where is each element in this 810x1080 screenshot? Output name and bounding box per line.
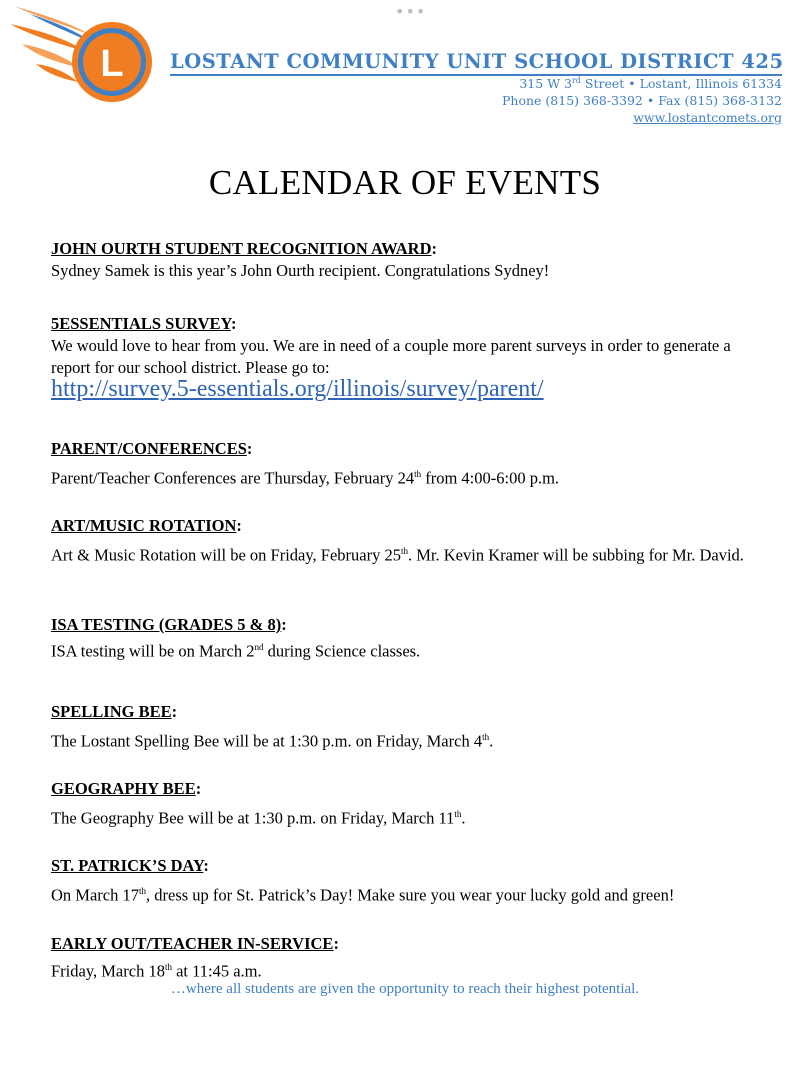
section-geography-bee [51, 778, 771, 830]
section-art-music [51, 515, 771, 567]
survey-link[interactable]: http://survey.5-essentials.org/illinois/survey/parent/ [51, 376, 544, 402]
logo-letter: L [100, 43, 124, 85]
section-text: Sydney Samek is this year’s John Ourth recipient. Congratulations Sydney! [51, 261, 550, 280]
section-text: The Geography Bee will be at 1:30 p.m. on Friday, March 11th. [51, 808, 466, 828]
section-5essentials [51, 313, 771, 379]
section-heading: ISA TESTING (GRADES 5 & 8): [51, 615, 287, 634]
section-text: ISA testing will be on March 2nd during Science classes. [51, 641, 421, 661]
section-text: Art & Music Rotation will be on Friday, February 25th. Mr. Kevin Kramer will be subbing for Mr. David. [51, 545, 744, 565]
section-text: On March 17th, dress up for St. Patrick’s Day! Make sure you wear your lucky gold and green! [51, 885, 675, 905]
school-logo-icon [0, 0, 160, 115]
section-spelling-bee [51, 701, 771, 753]
section-heading: PARENT/CONFERENCES: [51, 439, 253, 458]
address-line: 315 W 3rd Street • Lostant, Illinois 61334 [519, 76, 782, 92]
more-options-icon[interactable]: ••• [395, 2, 427, 21]
district-name: LOSTANT COMMUNITY UNIT SCHOOL DISTRICT 425 [170, 50, 784, 73]
section-heading: GEOGRAPHY BEE: [51, 779, 202, 798]
section-heading: EARLY OUT/TEACHER IN-SERVICE: [51, 934, 339, 953]
section-text: Parent/Teacher Conferences are Thursday, February 24th from 4:00-6:00 p.m. [51, 468, 560, 488]
section-st-patricks [51, 855, 771, 907]
district-motto: …where all students are given the opportunity to reach their highest potential. [170, 981, 640, 997]
section-heading: JOHN OURTH STUDENT RECOGNITION AWARD: [51, 239, 438, 258]
page-title: CALENDAR OF EVENTS [208, 163, 602, 202]
section-heading: SPELLING BEE: [51, 702, 178, 721]
section-text: The Lostant Spelling Bee will be at 1:30 p.m. on Friday, March 4th. [51, 731, 494, 751]
section-early-out [51, 933, 771, 983]
section-text: Friday, March 18th at 11:45 a.m. [51, 961, 262, 981]
section-text: We would love to hear from you. We are in need of a couple more parent surveys in order to generate a report for our school district. Please go to: [51, 336, 731, 377]
section-heading: 5ESSENTIALS SURVEY: [51, 314, 237, 333]
website-link[interactable]: www.lostantcomets.org [633, 110, 782, 125]
section-heading: ART/MUSIC ROTATION: [51, 516, 242, 535]
section-parent-conferences [51, 438, 771, 490]
section-john-ourth [51, 238, 771, 282]
section-isa-testing [51, 614, 771, 663]
phone-fax-line: Phone (815) 368-3392 • Fax (815) 368-3132 [502, 93, 782, 108]
section-heading: ST. PATRICK’S DAY: [51, 856, 209, 875]
